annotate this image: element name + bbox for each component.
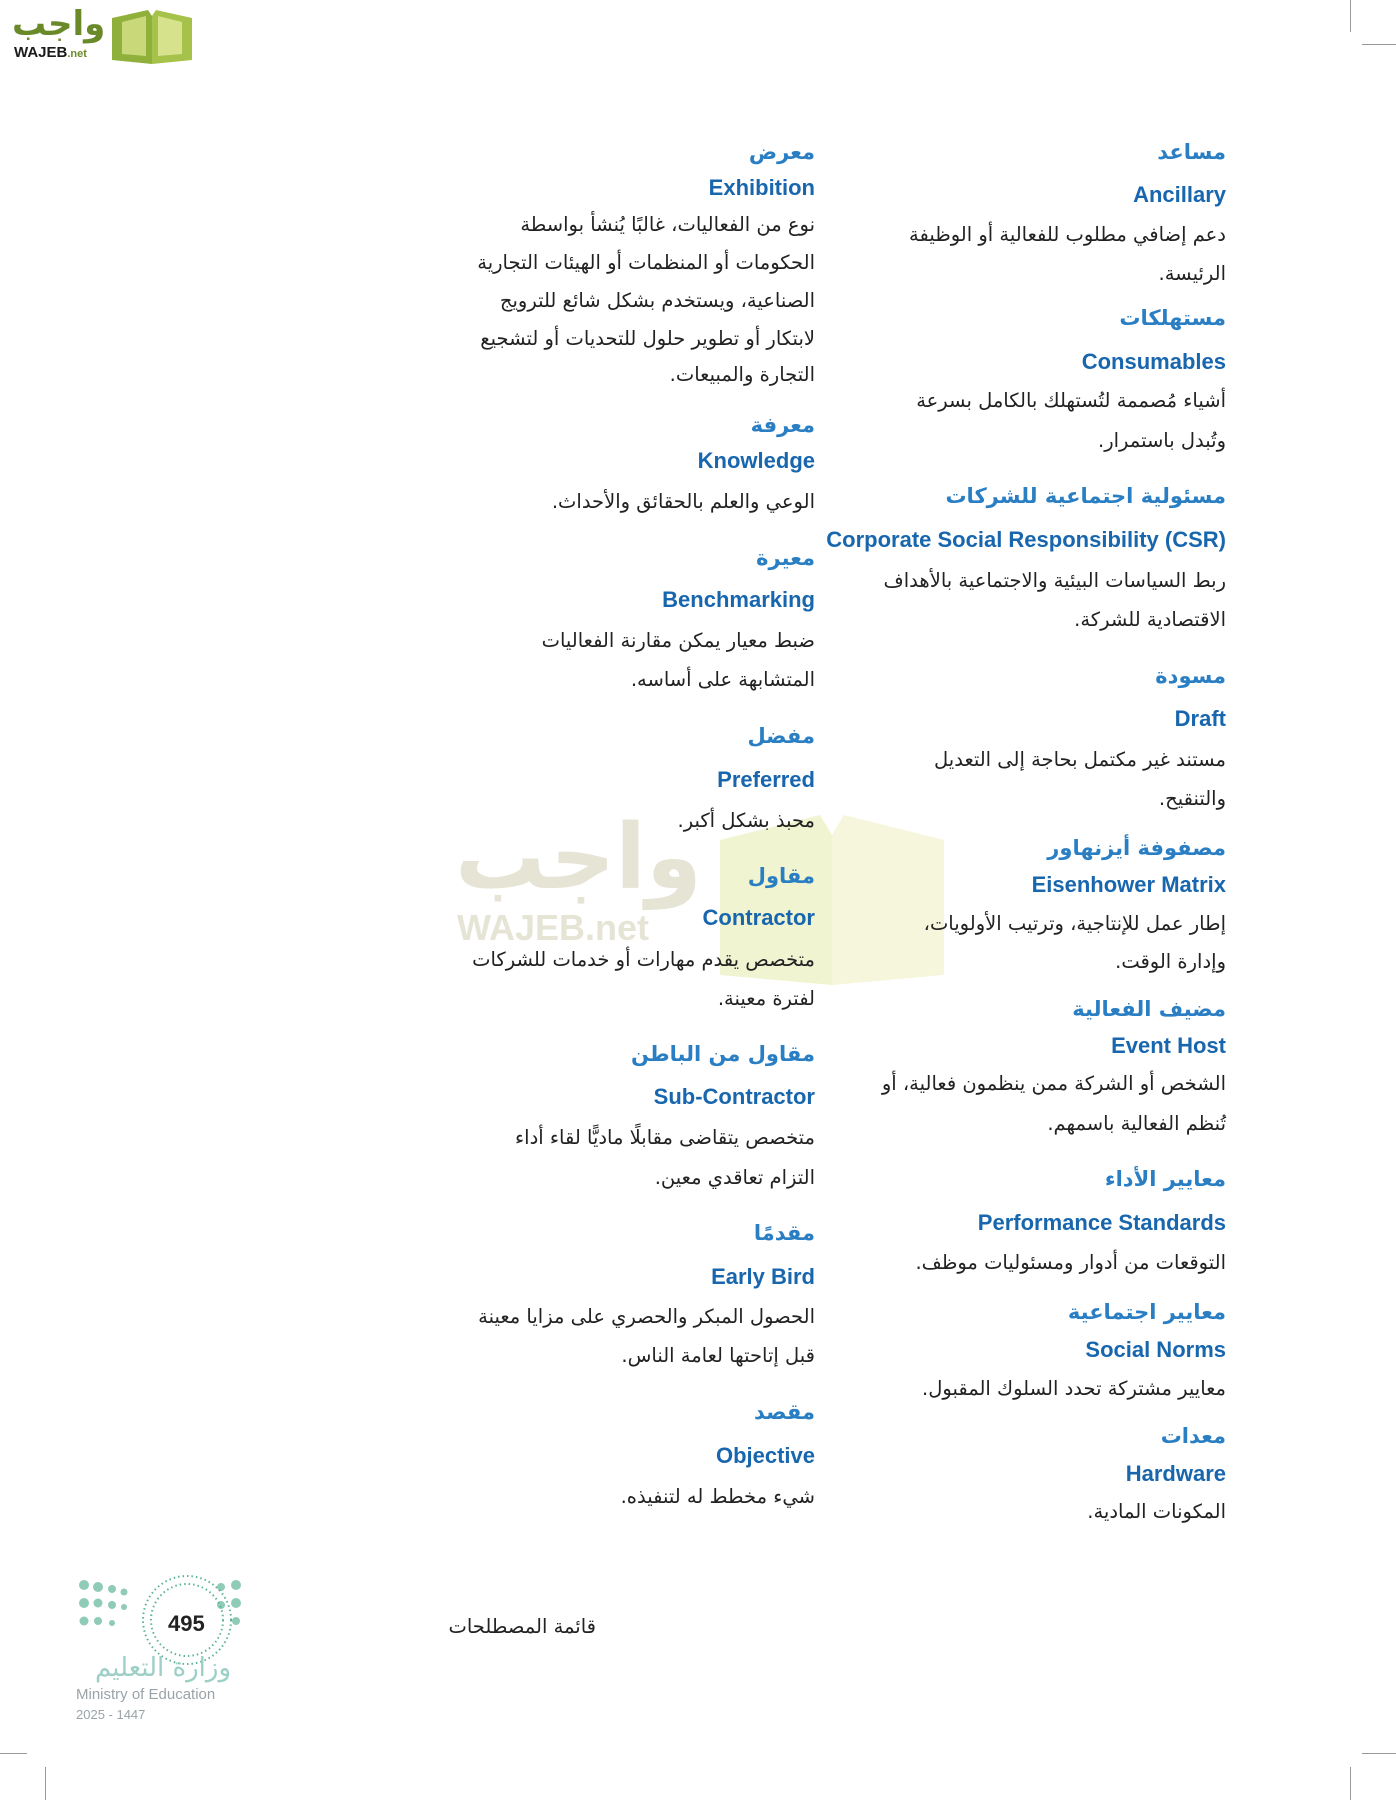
- term-english: Exhibition: [708, 175, 815, 200]
- watermark-text: WAJEB.net: [457, 907, 650, 948]
- term-definition: قبل إتاحتها لعامة الناس.: [621, 1344, 815, 1367]
- book-icon: [108, 6, 196, 66]
- crop-mark: [1350, 0, 1351, 32]
- term-english: Event Host: [1111, 1033, 1226, 1058]
- term-english: Draft: [1174, 706, 1226, 731]
- term-definition: الصناعية، ويستخدم بشكل شائع للترويج: [499, 289, 815, 312]
- logo-suffix: .net: [67, 48, 87, 60]
- term-english: Consumables: [1081, 349, 1226, 374]
- term-definition: نوع من الفعاليات، غالبًا يُنشأ بواسطة: [520, 213, 815, 236]
- page-number: 495: [168, 1611, 205, 1636]
- crop-mark: [1362, 44, 1396, 45]
- term-arabic: مقدمًا: [753, 1221, 815, 1245]
- term-definition: الاقتصادية للشركة.: [1074, 608, 1226, 631]
- term-definition: الحصول المبكر والحصري على مزايا معينة: [478, 1305, 815, 1328]
- term-arabic: معرض: [748, 140, 815, 164]
- ministry-year: 2025 - 1447: [76, 1707, 146, 1722]
- crop-mark: [0, 1753, 27, 1754]
- term-arabic: معرفة: [750, 413, 815, 437]
- term-definition: المكونات المادية.: [1087, 1500, 1226, 1523]
- term-definition: التوقعات من أدوار ومسئوليات موظف.: [915, 1251, 1226, 1274]
- logo-arabic: واجب: [12, 4, 106, 44]
- term-definition: والتنقيح.: [1158, 787, 1226, 810]
- term-arabic: مقاول: [747, 864, 815, 888]
- crop-mark: [45, 1767, 46, 1800]
- term-english: Objective: [715, 1443, 815, 1468]
- term-definition: الوعي والعلم بالحقائق والأحداث.: [551, 490, 815, 513]
- term-definition: شيء مخطط له لتنفيذه.: [620, 1485, 815, 1508]
- term-english: Preferred: [717, 767, 815, 792]
- term-definition: ربط السياسات البيئية والاجتماعية بالأهداف: [883, 569, 1226, 592]
- term-english: Ancillary: [1133, 182, 1226, 207]
- term-english: Hardware: [1125, 1461, 1226, 1486]
- crop-mark: [1350, 1767, 1351, 1800]
- term-definition: التجارة والمبيعات.: [669, 363, 815, 386]
- term-arabic: مقاول من الباطن: [630, 1042, 815, 1066]
- term-english: Social Norms: [1085, 1337, 1226, 1362]
- section-title: قائمة المصطلحات: [448, 1615, 596, 1638]
- term-arabic: مصفوفة أيزنهاور: [1047, 836, 1226, 860]
- term-definition: الرئيسة.: [1158, 262, 1226, 285]
- term-definition: متخصص يقدم مهارات أو خدمات للشركات: [472, 948, 815, 971]
- term-english: Benchmarking: [662, 587, 815, 612]
- term-arabic: معيرة: [756, 546, 815, 570]
- term-definition: متخصص يتقاضى مقابلًا ماديًّا لقاء أداء: [515, 1126, 815, 1149]
- term-definition: وإدارة الوقت.: [1115, 950, 1226, 973]
- wajeb-logo: [8, 4, 193, 68]
- term-arabic: مفضل: [747, 724, 815, 748]
- term-definition: مستند غير مكتمل بحاجة إلى التعديل: [934, 748, 1226, 771]
- term-definition: ضبط معيار يمكن مقارنة الفعاليات: [541, 629, 815, 652]
- term-english: Contractor: [702, 905, 815, 930]
- watermark-arabic: واجب: [455, 805, 702, 910]
- term-arabic: مسودة: [1155, 664, 1226, 688]
- term-arabic: مستهلكات: [1119, 306, 1226, 330]
- term-definition: الحكومات أو المنظمات أو الهيئات التجارية: [477, 251, 815, 274]
- term-definition: وتُبدل باستمرار.: [1098, 429, 1226, 452]
- term-english: Eisenhower Matrix: [1031, 872, 1226, 897]
- term-arabic: معايير اجتماعية: [1067, 1300, 1226, 1324]
- crop-mark: [1362, 1753, 1396, 1754]
- term-definition: لفترة معينة.: [717, 987, 815, 1010]
- term-definition: أشياء مُصممة لتُستهلك بالكامل بسرعة: [916, 389, 1226, 412]
- ministry-english: Ministry of Education: [76, 1686, 216, 1703]
- term-definition: الشخص أو الشركة ممن ينظمون فعالية، أو: [881, 1072, 1226, 1095]
- term-english: Corporate Social Responsibility (CSR): [826, 527, 1226, 552]
- term-definition: التزام تعاقدي معين.: [654, 1166, 815, 1189]
- ministry-arabic: وزارة التعليم: [94, 1653, 232, 1683]
- term-english: Knowledge: [697, 448, 815, 473]
- term-arabic: مقصد: [754, 1400, 815, 1424]
- term-arabic: مضيف الفعالية: [1072, 997, 1226, 1021]
- term-definition: المتشابهة على أساسه.: [630, 668, 815, 691]
- term-definition: محبذ بشكل أكبر.: [677, 809, 815, 832]
- term-english: Performance Standards: [977, 1210, 1226, 1235]
- term-arabic: معايير الأداء: [1104, 1167, 1226, 1191]
- term-definition: معايير مشتركة تحدد السلوك المقبول.: [922, 1377, 1226, 1400]
- ministry-logo: [76, 1575, 251, 1730]
- term-definition: إطار عمل للإنتاجية، وترتيب الأولويات،: [923, 912, 1226, 935]
- term-definition: لابتكار أو تطوير حلول للتحديات أو لتشجيع: [480, 327, 815, 350]
- logo-name: WAJEB: [14, 44, 68, 61]
- term-arabic: مسئولية اجتماعية للشركات: [945, 484, 1226, 508]
- term-definition: دعم إضافي مطلوب للفعالية أو الوظيفة: [909, 223, 1226, 246]
- term-english: Sub-Contractor: [653, 1084, 815, 1109]
- logo-text: [14, 44, 87, 61]
- term-definition: تُنظم الفعالية باسمهم.: [1047, 1112, 1226, 1135]
- term-arabic: معدات: [1160, 1424, 1226, 1448]
- term-arabic: مساعد: [1157, 140, 1226, 164]
- term-english: Early Bird: [711, 1264, 815, 1289]
